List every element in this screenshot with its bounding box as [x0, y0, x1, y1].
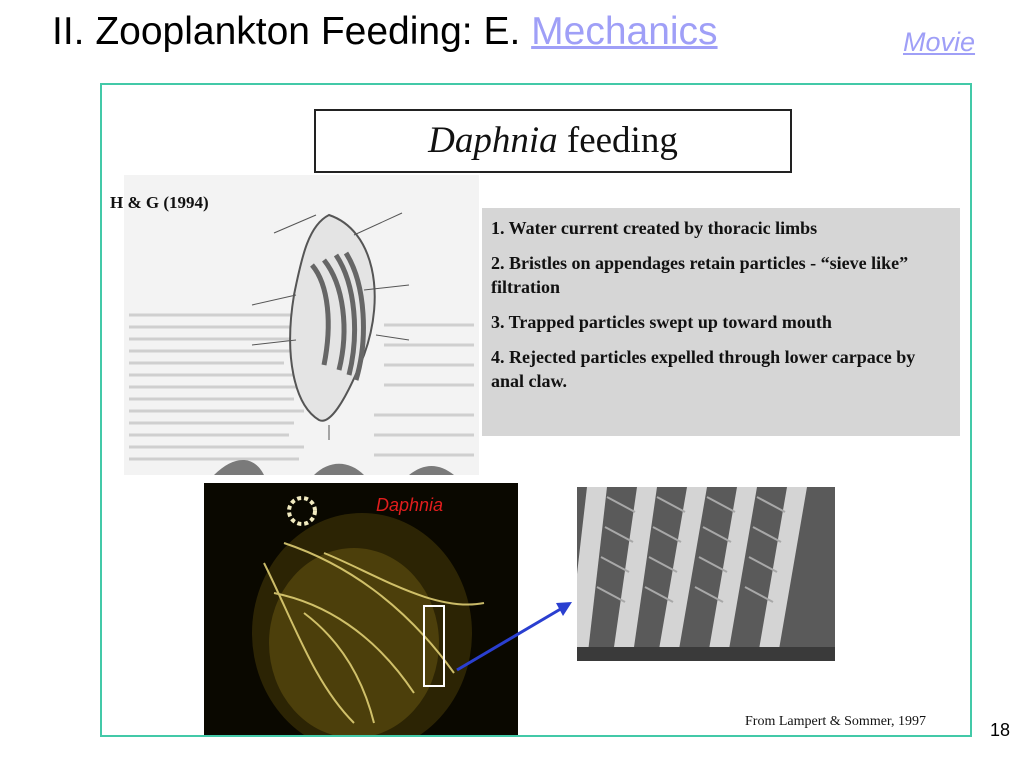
- figure-heading: [314, 109, 792, 173]
- slide-title: [52, 10, 718, 54]
- arrow-icon: [452, 585, 582, 675]
- diagram-citation: H & G (1994): [110, 193, 209, 212]
- slide-number: 18: [990, 720, 1011, 740]
- figure-heading-italic: Daphnia: [428, 120, 558, 161]
- movie-link[interactable]: Movie: [903, 27, 976, 57]
- point-2: 2. Bristles on appendages retain particles - “sieve like” filtration: [491, 253, 909, 297]
- feeding-points-panel: [482, 208, 960, 436]
- point-3: 3. Trapped particles swept up toward mouth: [491, 312, 832, 332]
- figure-credit: From Lampert & Sommer, 1997: [745, 714, 927, 729]
- figure-heading-rest: feeding: [566, 120, 678, 161]
- micrograph-label: Daphnia: [376, 495, 444, 515]
- sem-bristles-image: [577, 487, 835, 661]
- point-4: 4. Rejected particles expelled through lower carpace by anal claw.: [491, 347, 916, 391]
- anatomy-diagram: [124, 175, 479, 475]
- mechanics-link[interactable]: Mechanics: [531, 10, 718, 53]
- slide-title-text: II. Zooplankton Feeding: E.: [52, 10, 521, 53]
- figure-frame: [100, 83, 972, 737]
- point-1: 1. Water current created by thoracic limbs: [491, 218, 818, 238]
